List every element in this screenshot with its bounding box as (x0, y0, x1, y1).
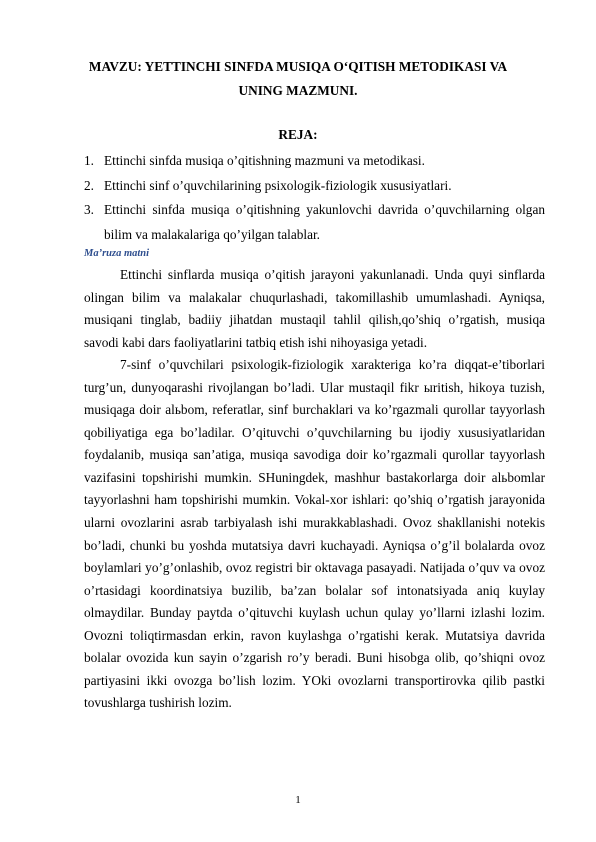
page-number: 1 (295, 794, 301, 806)
body-paragraph: 7-sinf o’quvchilari psixologik-fiziologik xarakteriga ko’ra diqqat-e’tiborlari turg’un, dunyoqarashi rivojlangan bo’ladi. Ular mustaqil fikr ыritish, hikoya tuzish, musiqaga doir alьbom, referatlar, sinf burchaklari va ko’rgazmali qurollar tayyorlash qobiliyatiga ega bo’ladilar. O’qituvchi o’quvchilarning bu ijodiy xususiyatlaridan foydalanib, musiqa san’atiga, musiqa savodiga doir ko’rgazmali qurollar tayyorlash vazifasini topshirishi mumkin. SHuningdek, mashhur bastakorlarga doir alьbomlar tayyorlashni ham topshirishi mumkin. Vokal-xor ishlari: qo’shiq o’rgatish jarayonida ularni ovozlarini asrab tarbiyalash ishi murakkablashadi. Ovoz shakllanishi notekis bo’ladi, chunki bu yoshda mutatsiya davri kuchayadi. Ayniqsa o’g’il bolalarda ovoz boylamlari yo’g’onlashib, ovoz registri bir oktavaga pasayadi. Natijada o’quv va ovoz o’rtasidagi koordinatsiya buzilib, ba’zan bolalar sof intonatsiyada aniq kuylay olmaydilar. Bunday paytda o’qituvchi kuylash uchun qulay yo’llarni izlashi lozim. Ovozni toliqtirmasdan erkin, ravon kuylashga o’rgatishi kerak. Mutatsiya davrida bolalar ovozida kun sayin o’zgarish ro’y beradi. Buni hisobga olib, qo’shiqni ovoz partiyasini ikki ovozga bo’lish lozim. YOki ovozlarni transportirovka qilib pastki tovushlarga tushirish lozim. (84, 357, 545, 711)
plan-item (84, 174, 545, 199)
plan-item-text: Ettinchi sinf o’quvchilarining psixologik-fiziologik xususiyatlari. (104, 177, 452, 193)
plan-item-text: Ettinchi sinfda musiqa o’qitishning mazmuni va metodikasi. (104, 153, 425, 168)
plan-item-number: 3. (84, 202, 94, 217)
lecture-body (84, 264, 545, 715)
plan-list (84, 149, 545, 247)
plan-item (84, 198, 545, 247)
document-title: MAVZU: YETTINCHI SINFDA MUSIQA O‘QITISH METODIKASI VA UNING MAZMUNI. (88, 59, 508, 98)
lecture-text-label: Ma’ruza matni (84, 248, 150, 259)
body-paragraph: Ettinchi sinflarda musiqa o’qitish jarayoni yakunlanadi. Unda quyi sinflarda olingan bilim va malakalar chuqurlashadi, takomillashib umumlashadi. Ayniqsa, musiqani tinglab, badiiy jihatdan mustaqil tahlil qilish,qo’shiq o’rgatish, musiqa savodi kabi dars faoliyatlarini tatbiq etish ishi nihoyasiga yetadi. (84, 267, 545, 350)
plan-item (84, 149, 545, 174)
plan-item-number: 2. (84, 177, 94, 193)
plan-item-text: Ettinchi sinfda musiqa o’qitishning yakunlovchi davrida o’quvchilarning olgan bilim va malakalariga qo’yilgan talablar. (104, 202, 545, 242)
plan-heading: REJA: (278, 127, 318, 142)
plan-item-number: 1. (84, 153, 94, 168)
